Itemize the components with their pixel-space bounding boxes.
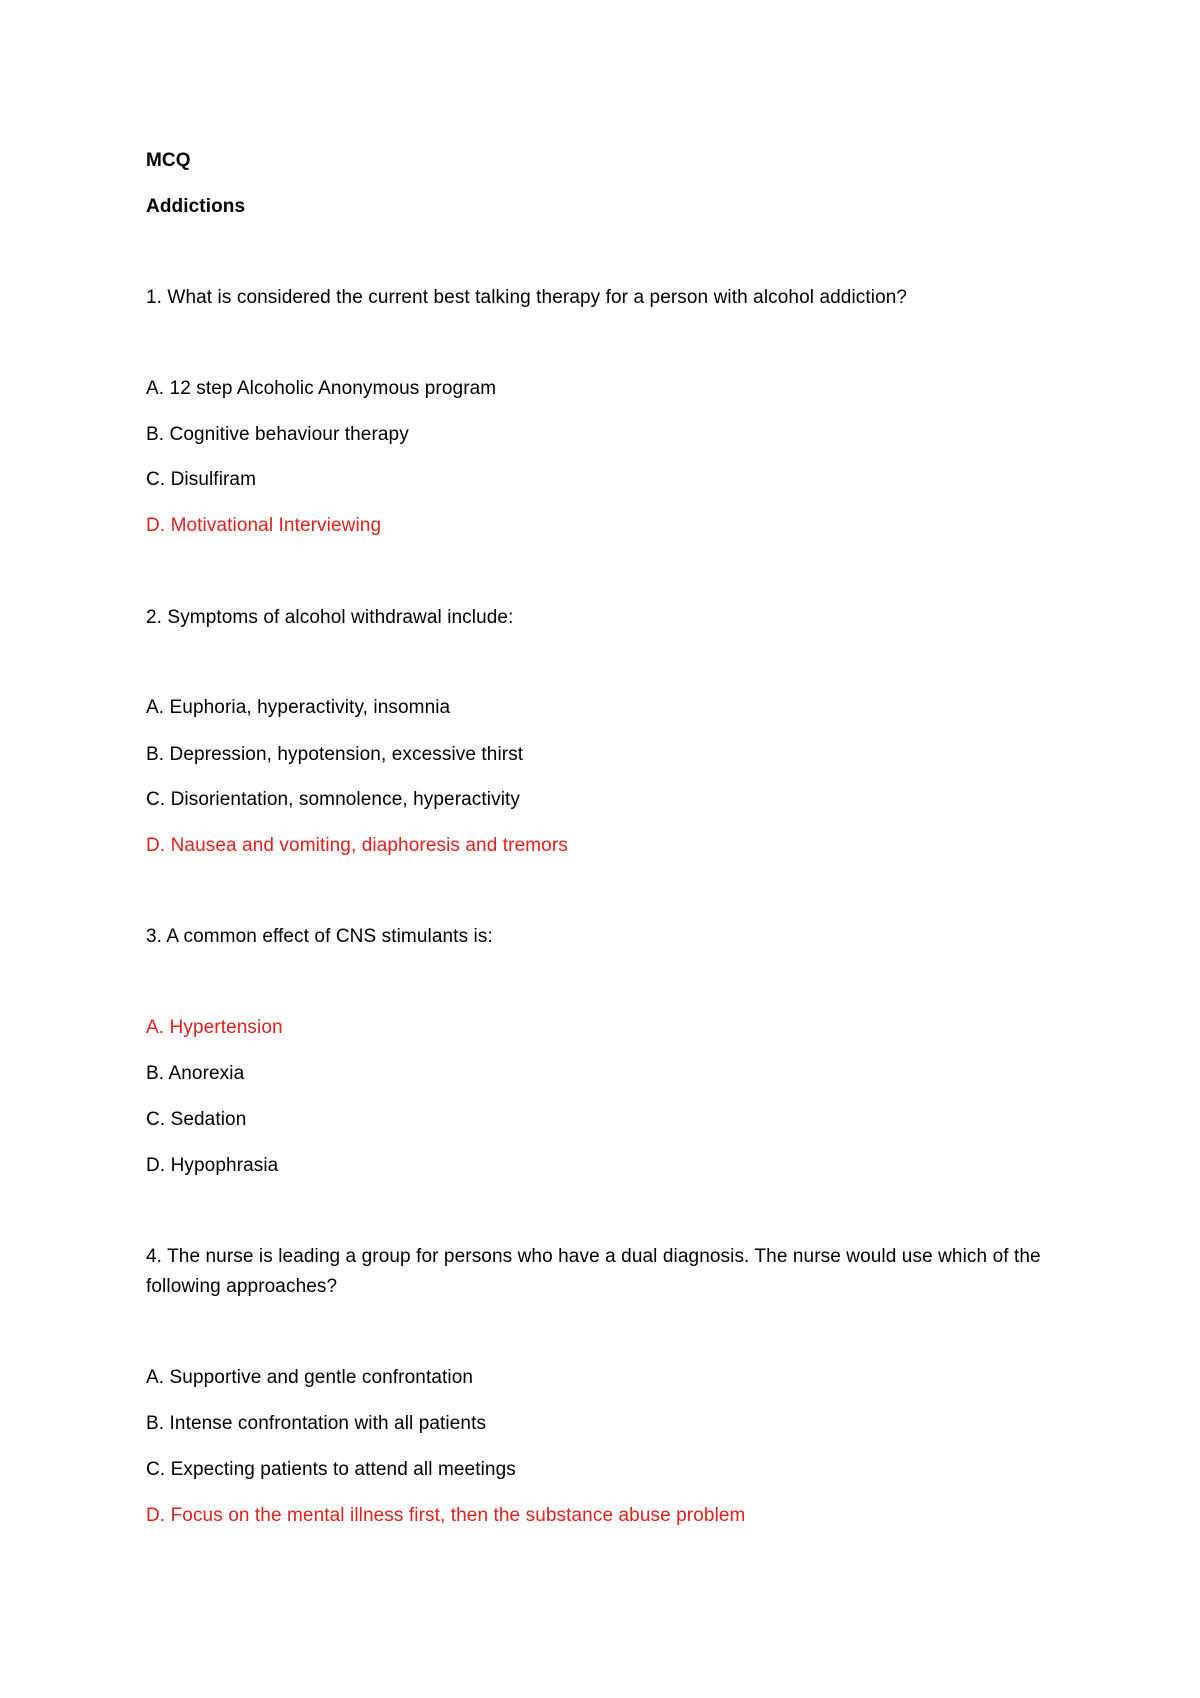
question-1-option-c: C. Disulfiram [146, 469, 257, 490]
question-1-option-d-answer: D. Motivational Interviewing [146, 515, 382, 536]
question-3-option-c: C. Sedation [146, 1109, 247, 1130]
document-heading: MCQ [146, 150, 191, 171]
question-2-option-b: B. Depression, hypotension, excessive thirst [146, 744, 524, 765]
question-4-option-d-answer: D. Focus on the mental illness first, then the substance abuse problem [146, 1505, 746, 1526]
question-4-option-a: A. Supportive and gentle confrontation [146, 1367, 474, 1388]
question-2-option-d-answer: D. Nausea and vomiting, diaphoresis and tremors [146, 835, 568, 856]
question-3-prompt: 3. A common effect of CNS stimulants is: [146, 926, 493, 947]
question-2-option-c: C. Disorientation, somnolence, hyperactivity [146, 789, 521, 810]
question-1-option-b: B. Cognitive behaviour therapy [146, 424, 409, 445]
question-4-option-b: B. Intense confrontation with all patients [146, 1413, 487, 1434]
question-1-prompt: 1. What is considered the current best talking therapy for a person with alcohol addiction? [146, 287, 908, 308]
question-4-option-c: C. Expecting patients to attend all meetings [146, 1459, 516, 1480]
question-3-option-a-answer: A. Hypertension [146, 1017, 283, 1038]
question-2-option-a: A. Euphoria, hyperactivity, insomnia [146, 697, 451, 718]
question-1-option-a: A. 12 step Alcoholic Anonymous program [146, 378, 497, 399]
question-4-prompt: 4. The nurse is leading a group for persons who have a dual diagnosis. The nurse would use which of the following approaches? [146, 1246, 1041, 1297]
question-3-option-b: B. Anorexia [146, 1063, 245, 1084]
question-2-prompt: 2. Symptoms of alcohol withdrawal include: [146, 607, 514, 628]
question-3-option-d: D. Hypophrasia [146, 1155, 279, 1176]
document-subheading: Addictions [146, 196, 246, 217]
